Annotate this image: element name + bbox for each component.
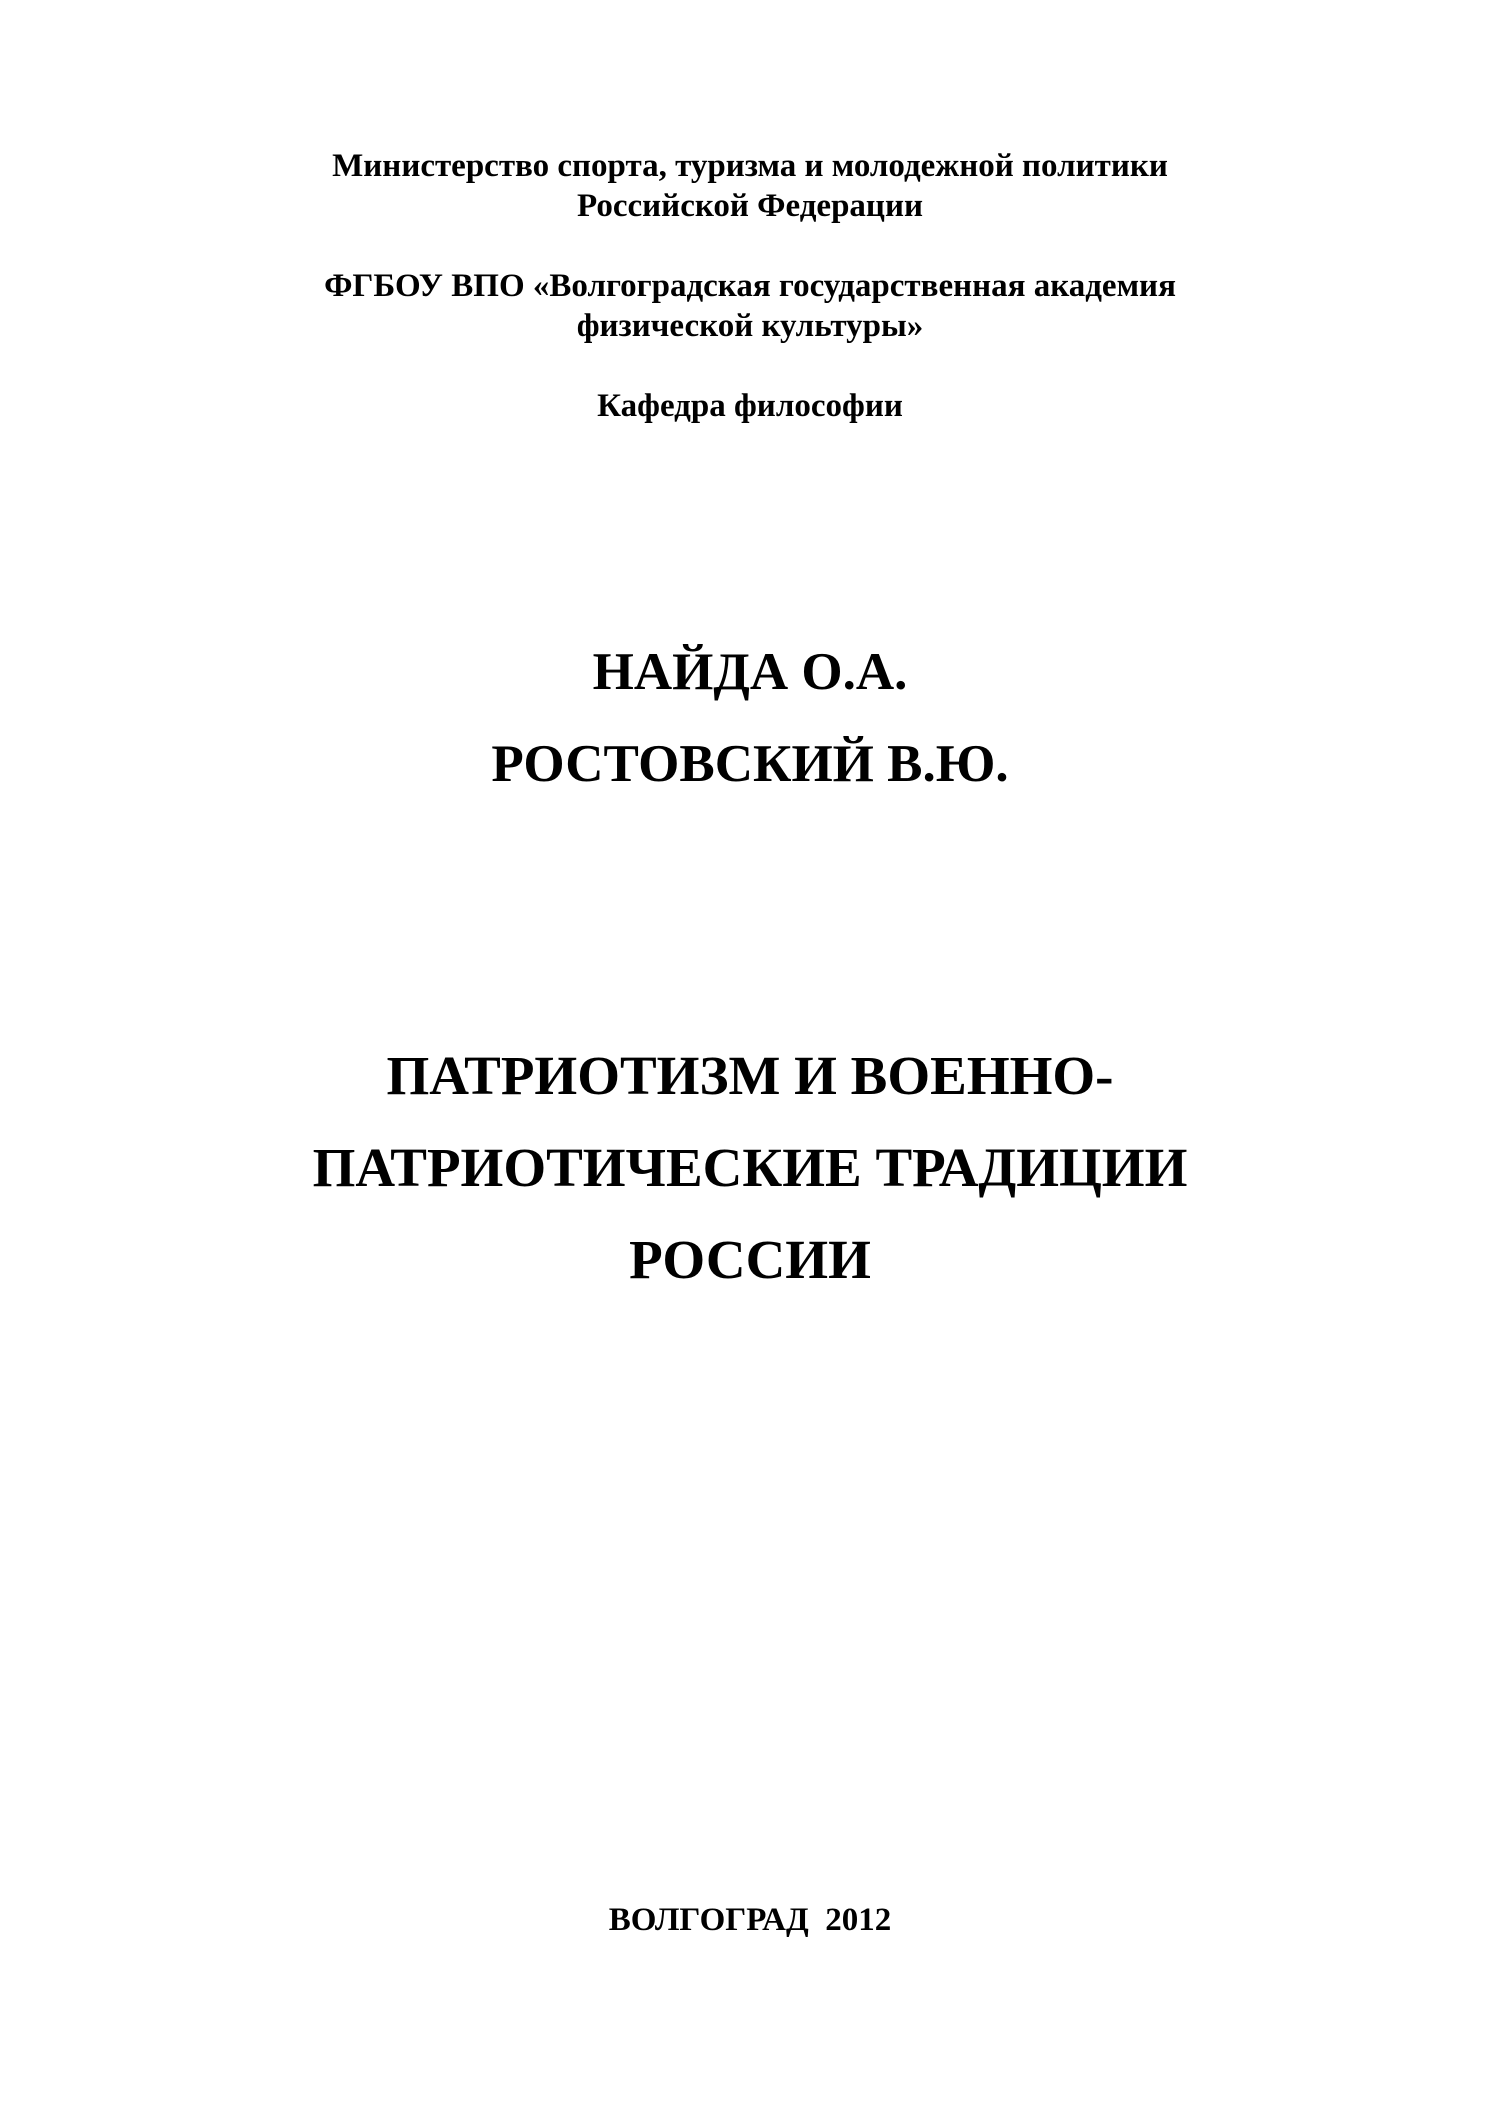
city-year: [0, 1900, 1500, 1940]
ministry-name: [0, 146, 1500, 226]
department-line: Кафедра философии: [597, 388, 903, 424]
academy-name: [0, 266, 1500, 346]
department-name: [0, 386, 1500, 426]
author-1: НАЙДА О.А.: [592, 643, 908, 701]
title-line-2: ПАТРИОТИЧЕСКИЕ ТРАДИЦИИ: [312, 1137, 1188, 1198]
title-line-3: РОССИИ: [629, 1229, 871, 1290]
city-year-line: ВОЛГОГРАД 2012: [608, 1902, 892, 1938]
ministry-line-1: Министерство спорта, туризма и молодежной политики: [332, 148, 1168, 184]
academy-line-2: физической культуры»: [576, 308, 924, 344]
academy-line-1: ФГБОУ ВПО «Волгоградская государственная академия: [324, 268, 1176, 304]
ministry-line-2: Российской Федерации: [577, 188, 923, 224]
author-2: РОСТОВСКИЙ В.Ю.: [491, 735, 1009, 793]
authors: [0, 626, 1500, 810]
book-title: [0, 1030, 1500, 1306]
title-line-1: ПАТРИОТИЗМ И ВОЕННО-: [386, 1045, 1114, 1106]
